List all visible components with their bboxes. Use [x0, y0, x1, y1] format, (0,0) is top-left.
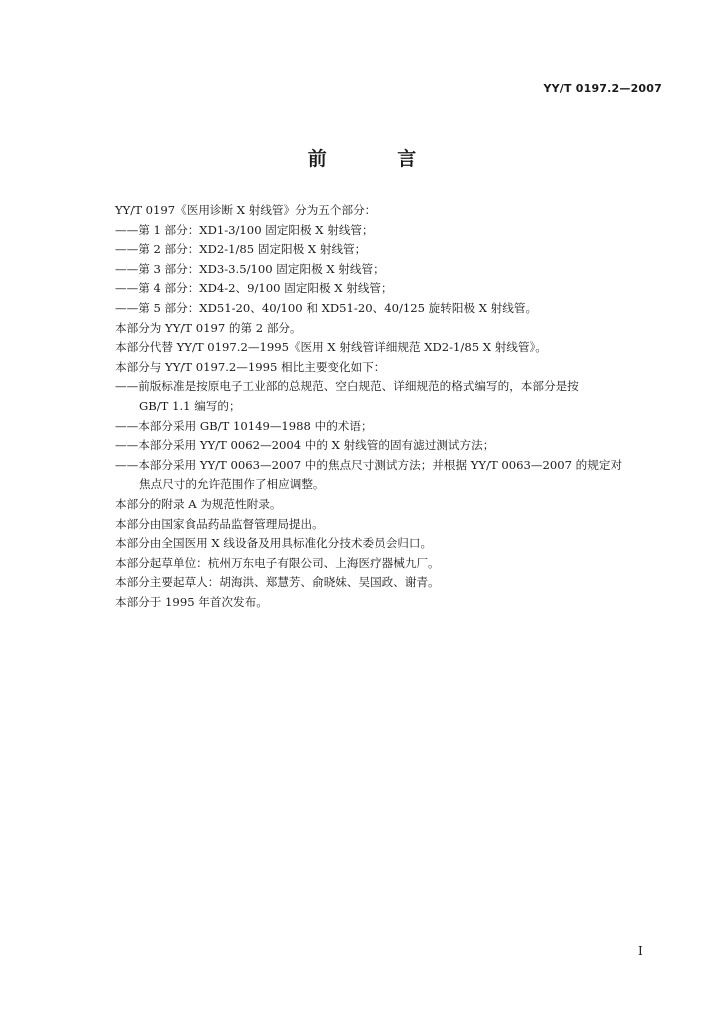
proposer-statement: 本部分由国家食品药品监督管理局提出。 — [115, 516, 324, 531]
part-item-1: ——第 1 部分：XD1-3/100 固定阳极 X 射线管； — [115, 222, 374, 237]
first-publication-statement: 本部分于 1995 年首次发布。 — [115, 594, 268, 609]
page-number: I — [638, 944, 643, 958]
drafters-statement: 本部分主要起草人：胡海洪、郑慧芳、俞晓妹、吴国政、谢青。 — [115, 575, 440, 590]
change-item-1 — [115, 377, 675, 416]
part-statement: 本部分为 YY/T 0197 的第 2 部分。 — [115, 320, 302, 335]
committee-statement: 本部分由全国医用 X 线设备及用具标准化分技术委员会归口。 — [115, 536, 433, 551]
change-item-3 — [115, 436, 675, 456]
change-item-4-line2: 焦点尺寸的允许范围作了相应调整。 — [139, 477, 325, 492]
change-item-2-line1: ——本部分采用 GB/T 10149—1988 中的术语； — [115, 418, 373, 433]
changes-intro: 本部分与 YY/T 0197.2—1995 相比主要变化如下： — [115, 359, 386, 374]
part-item-4: ——第 4 部分：XD4-2、9/100 固定阳极 X 射线管； — [115, 281, 393, 296]
change-item-4 — [115, 456, 675, 495]
change-item-1-line1: ——前版标准是按原电子工业部的总规范、空白规范、详细规范的格式编写的，本部分是按 — [115, 379, 579, 394]
intro-line: YY/T 0197《医用诊断 X 射线管》分为五个部分： — [115, 203, 377, 217]
page-title: 前 言 — [307, 148, 449, 170]
change-item-4-line1: ——本部分采用 YY/T 0063—2007 中的焦点尺寸测试方法；并根据 YY/T 0063—2007 的规定对 — [115, 457, 623, 472]
replaces-statement: 本部分代替 YY/T 0197.2—1995《医用 X 射线管详细规范 XD2-1/85 X 射线管》。 — [115, 340, 547, 355]
change-item-1-line2: GB/T 1.1 编写的； — [139, 398, 241, 413]
drafting-units-statement: 本部分起草单位：杭州万东电子有限公司、上海医疗器械九厂。 — [115, 555, 440, 570]
change-item-3-line1: ——本部分采用 YY/T 0062—2004 中的 X 射线管的固有滤过测试方法； — [115, 438, 495, 453]
part-item-5: ——第 5 部分：XD51-20、40/100 和 XD51-20、40/125 旋转阳极 X 射线管。 — [115, 300, 538, 315]
part-item-3: ——第 3 部分：XD3-3.5/100 固定阳极 X 射线管； — [115, 261, 385, 276]
annex-statement: 本部分的附录 A 为规范性附录。 — [115, 496, 282, 511]
foreword-body — [115, 201, 675, 612]
standard-code: YY/T 0197.2—2007 — [543, 82, 662, 95]
part-item-2: ——第 2 部分：XD2-1/85 固定阳极 X 射线管； — [115, 242, 367, 257]
change-item-2 — [115, 417, 675, 437]
